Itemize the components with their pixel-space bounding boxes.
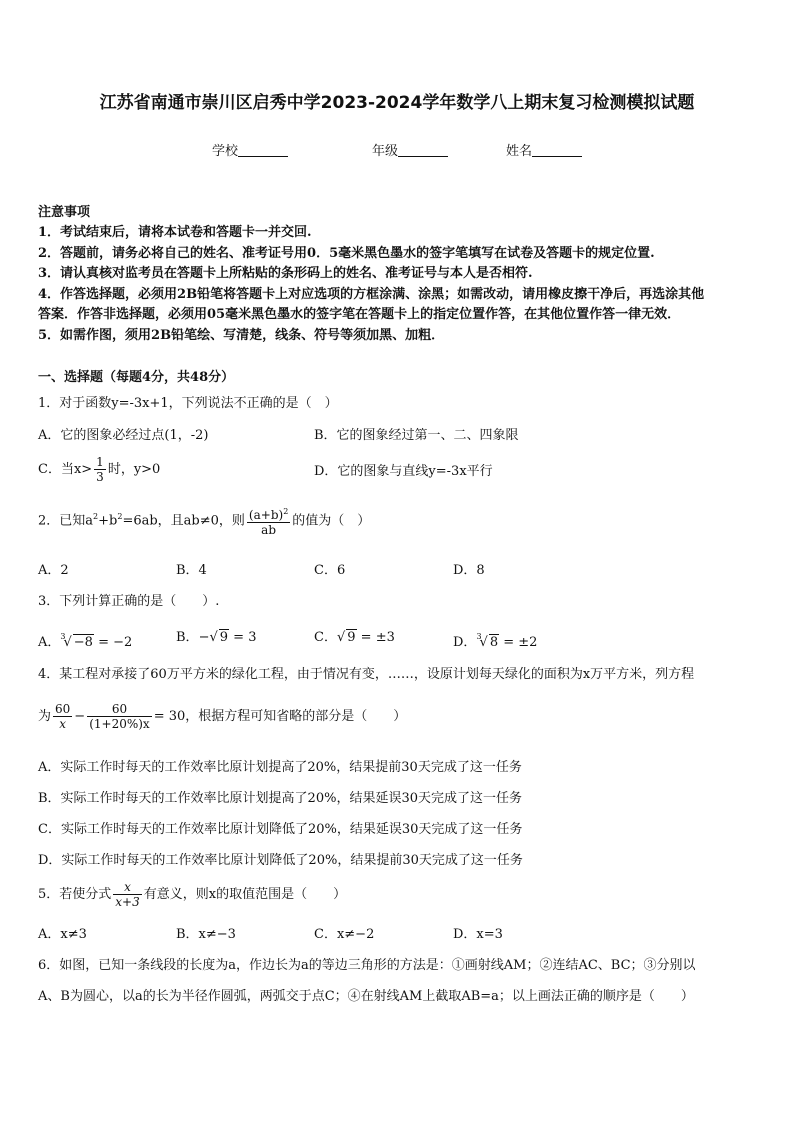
q2-option-d: D．8 bbox=[453, 563, 485, 578]
grade-blank bbox=[398, 144, 448, 157]
q3-option-d: D．$^3$√ 8 = ±2 bbox=[453, 632, 538, 650]
q3-stem: 3．下列计算正确的是（ ）. bbox=[38, 594, 220, 609]
q5-option-b: B．x≠−3 bbox=[176, 927, 236, 942]
q1-option-b: B．它的图象经过第一、二、四象限 bbox=[314, 428, 519, 443]
q6-stem-line1: 6．如图，已知一条线段的长度为a，作边长为a的等边三角形的方法是：①画射线AM；②连结AC、BC；③分别以 bbox=[38, 958, 696, 973]
q3-option-b: B．−√ 9 = 3 bbox=[176, 630, 257, 645]
fraction: $\frac{1}{3}$ bbox=[96, 455, 104, 484]
fraction: $\frac{60}{(1+20\%)x}$ bbox=[89, 702, 150, 731]
q4-option-d: D．实际工作时每天的工作效率比原计划降低了20%，结果提前30天完成了这一任务 bbox=[38, 853, 523, 868]
q5-stem: 5．若使分式 $\frac{x}{x+3}$ 有意义，则x的取值范围是（ ） bbox=[38, 880, 347, 909]
name-field: 姓名 bbox=[506, 140, 582, 159]
q5-option-a: A．x≠3 bbox=[38, 927, 87, 942]
notice-item: 4．作答选择题，必须用2B铅笔将答题卡上对应选项的方框涂满、涂黑；如需改动，请用橡皮擦干净后，再选涂其他 bbox=[38, 287, 705, 302]
name-blank bbox=[532, 144, 582, 157]
fraction: $\frac{(a+b)^2}{ab}$ bbox=[248, 507, 289, 537]
q1-option-c: C．当x> $\frac{1}{3}$ 时，y>0 bbox=[38, 455, 161, 484]
q2-option-a: A．2 bbox=[38, 563, 69, 578]
fraction: $\frac{x}{x+3}$ bbox=[115, 880, 140, 909]
fraction: $\frac{60}{x}$ bbox=[55, 702, 71, 731]
q3-option-a: A．$^3$√ −8 = −2 bbox=[38, 632, 133, 650]
notice-item: 2．答题前，请务必将自己的姓名、准考证号用0．5毫米黑色墨水的签字笔填写在试卷及答题卡的规定位置. bbox=[38, 246, 655, 261]
exam-title: 江苏省南通市崇川区启秀中学2023-2024学年数学八上期末复习检测模拟试题 bbox=[99, 93, 695, 113]
q4-equation: 为 $\frac{60}{x}$ − $\frac{60}{(1+20\%)x}$ = 30，根据方程可知省略的部分是（ ） bbox=[38, 702, 407, 731]
notice-heading: 注意事项 bbox=[38, 205, 91, 220]
q5-option-c: C．x≠−2 bbox=[314, 927, 375, 942]
q2-option-b: B．4 bbox=[176, 563, 207, 578]
q4-stem: 4．某工程对承接了60万平方米的绿化工程，由于情况有变，……，设原计划每天绿化的面积为x万平方米，列方程 bbox=[38, 667, 695, 682]
school-blank bbox=[238, 144, 288, 157]
q2-option-c: C．6 bbox=[314, 563, 346, 578]
school-field: 学校 bbox=[212, 140, 288, 159]
notice-item: 5．如需作图，须用2B铅笔绘、写清楚，线条、符号等须加黑、加粗． bbox=[38, 328, 445, 343]
q1-stem: 1．对于函数y=-3x+1，下列说法不正确的是（ ） bbox=[38, 396, 338, 411]
q4-option-c: C．实际工作时每天的工作效率比原计划降低了20%，结果延误30天完成了这一任务 bbox=[38, 822, 523, 837]
q6-stem-line2: A、B为圆心，以a的长为半径作圆弧，两弧交于点C；④在射线AM上截取AB=a；以上画法正确的顺序是（ ） bbox=[38, 989, 694, 1004]
notice-item: 1．考试结束后，请将本试卷和答题卡一并交回. bbox=[38, 225, 312, 240]
q4-option-b: B．实际工作时每天的工作效率比原计划提高了20%，结果延误30天完成了这一任务 bbox=[38, 791, 522, 806]
q4-option-a: A．实际工作时每天的工作效率比原计划提高了20%，结果提前30天完成了这一任务 bbox=[38, 760, 522, 775]
notice-item: 答案．作答非选择题，必须用05毫米黑色墨水的签字笔在答题卡上的指定位置作答，在其他位置作答一律无效． bbox=[38, 307, 681, 322]
section-heading: 一、选择题（每题4分，共48分） bbox=[38, 370, 235, 385]
q3-option-c: C．√ 9 = ±3 bbox=[314, 630, 395, 645]
q5-option-d: D．x=3 bbox=[453, 927, 503, 942]
grade-field: 年级 bbox=[372, 140, 448, 159]
q2-stem: 2．已知$a^2+b^2=6ab$，且ab≠0，则 $\frac{(a+b)^2}{ab}$ 的值为（ ） bbox=[38, 507, 371, 537]
notice-item: 3．请认真核对监考员在答题卡上所粘贴的条形码上的姓名、准考证号与本人是否相符. bbox=[38, 266, 533, 281]
q1-option-a: A．它的图象必经过点(1，-2) bbox=[38, 428, 209, 443]
q1-option-d: D．它的图象与直线y=-3x平行 bbox=[314, 464, 493, 479]
